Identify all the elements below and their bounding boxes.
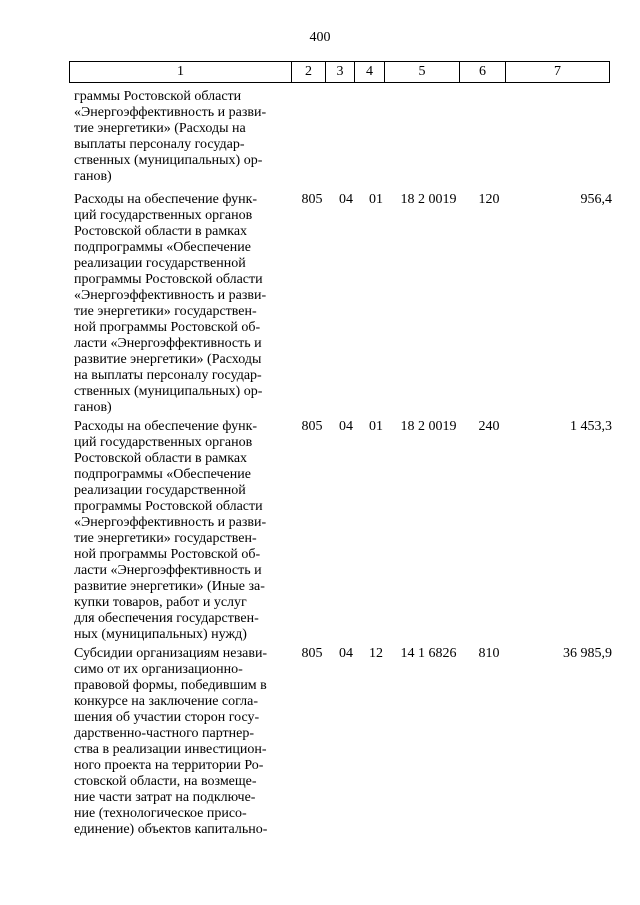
- cell-target-article: 18 2 0019: [400, 192, 457, 207]
- header-col-4: 4: [355, 62, 385, 82]
- table-row: [74, 419, 612, 646]
- cell-target-article: 18 2 0019: [400, 419, 457, 434]
- cell-amount: 1 453,3: [570, 419, 612, 434]
- row-description: граммы Ростовской области «Энергоэффективность и разви- тие энергетики» (Расходы на выплаты персоналу государ- ственных (муниципальных) ор- ганов): [74, 89, 267, 184]
- header-col-6: 6: [460, 62, 506, 82]
- header-col-3: 3: [326, 62, 355, 82]
- table-row: [74, 89, 612, 192]
- cell-ministry: 805: [301, 419, 323, 434]
- row-description: Расходы на обеспечение функ- ций государственных органов Ростовской области в рамках подпрограммы «Обеспечение реализации государственной программы Ростовской области «Энергоэффективность и разви- тие энергетики» государствен- ной программы Ростовской об- ласти «Энергоэффективность и развитие энергетики» (Расходы на выплаты персоналу государ- ственных (муниципальных) ор- ганов): [74, 192, 267, 415]
- cell-section: 04: [339, 419, 353, 434]
- cell-ministry: 805: [301, 192, 323, 207]
- cell-expense-type: 240: [478, 419, 500, 434]
- cell-section: 04: [339, 192, 353, 207]
- cell-ministry: 805: [301, 646, 323, 661]
- header-col-5: 5: [385, 62, 460, 82]
- cell-expense-type: 810: [478, 646, 500, 661]
- cell-expense-type: 120: [478, 192, 500, 207]
- cell-subsection: 12: [369, 646, 383, 661]
- page-number: 400: [309, 30, 331, 45]
- table-body: [74, 89, 612, 838]
- cell-section: 04: [339, 646, 353, 661]
- table-row: [74, 192, 612, 419]
- row-description: Расходы на обеспечение функ- ций государственных органов Ростовской области в рамках подпрограммы «Обеспечение реализации государственной программы Ростовской области «Энергоэффективность и разви- тие энергетики» государствен- ной программы Ростовской об- ласти «Энергоэффективность и развитие энергетики» (Иные за- купки товаров, работ и услуг для обеспечения государствен- ных (муниципальных) нужд): [74, 419, 267, 642]
- cell-subsection: 01: [369, 419, 383, 434]
- table-row: [74, 646, 612, 838]
- cell-amount: 36 985,9: [563, 646, 612, 661]
- cell-target-article: 14 1 6826: [400, 646, 457, 661]
- table-header: [69, 61, 610, 83]
- header-col-7: 7: [554, 64, 561, 79]
- header-col-2: 2: [292, 62, 326, 82]
- row-description: Субсидии организациям незави- симо от их организационно- правовой формы, победившим в конкурсе на заключение согла- шения об участии сторон госу- дарственно-частного партнер- ства в реализации инвестицион- ного проекта на территории Ро- стовской области, на возмеще- ние части затрат на подключе- ние (технологическое присо- единение) объектов капитально-: [74, 646, 268, 837]
- header-col-1: 1: [70, 62, 292, 82]
- cell-subsection: 01: [369, 192, 383, 207]
- cell-amount: 956,4: [580, 192, 612, 207]
